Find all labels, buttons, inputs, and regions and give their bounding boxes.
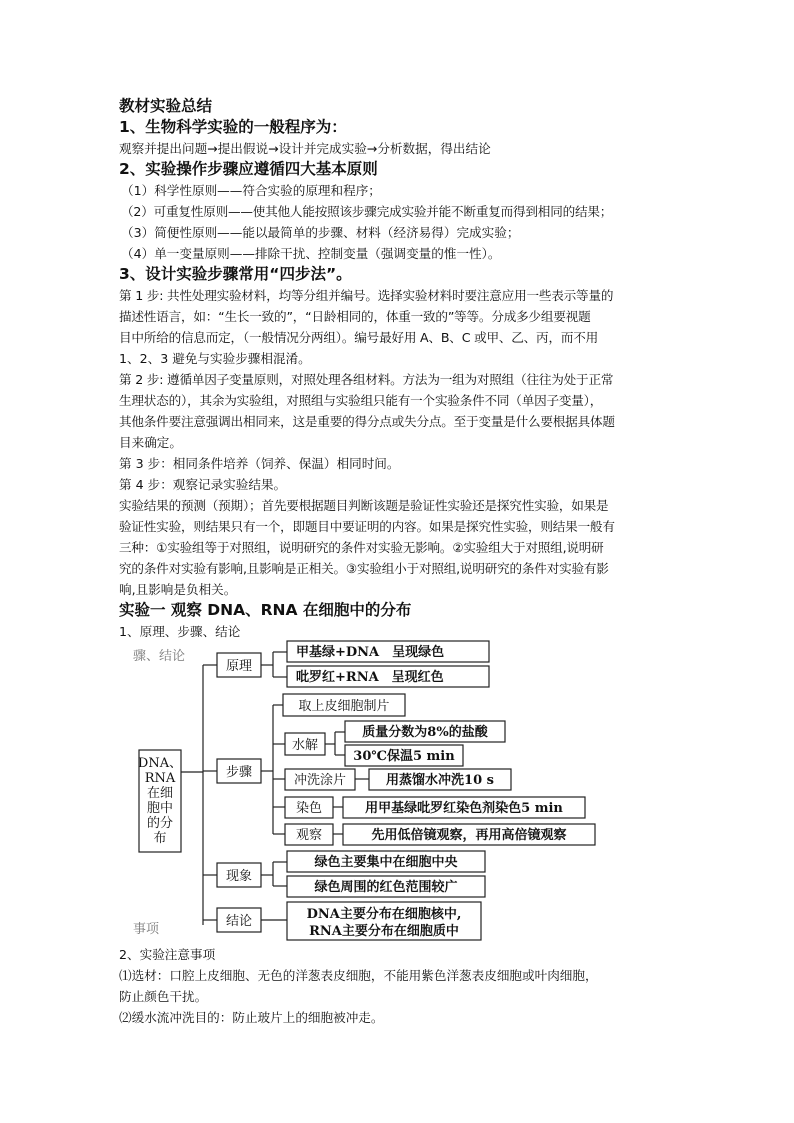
principle-item: （4）单一变量原则——排除干扰、控制变量（强调变量的惟一性）。 <box>121 246 501 261</box>
steps-label: 步骤 <box>225 765 253 780</box>
document-title: 教材实验总结 <box>119 97 213 115</box>
diagram-fragment-top: 骤、结论 <box>133 649 186 664</box>
step-1-line: 描述性语言，如：“生长一致的”，“日龄相同的，体重一致的”等等。分成多少组要视题 <box>119 309 591 324</box>
rinse-item-label: 用蒸馏水冲洗10 s <box>386 773 494 788</box>
conclusion-item-label: RNA主要分布在细胞质中 <box>309 924 459 939</box>
principle-item: （3）简便性原则——能以最简单的步骤、材料（经济易得）完成实验； <box>121 225 520 240</box>
stain-item-label: 用甲基绿吡罗红染色剂染色5 min <box>365 801 563 816</box>
diagram-svg <box>125 640 605 945</box>
principle-item-label: 吡罗红+RNA 呈现红色 <box>296 670 444 685</box>
notes-line: ⑴选材：口腔上皮细胞、无色的洋葱表皮细胞，不能用紫色洋葱表皮细胞或叶肉细胞， <box>119 968 598 983</box>
step-2-line: 第 2 步: 遵循单因子变量原则，对照处理各组材料。方法为一组为对照组（往往为处于正常 <box>119 372 614 387</box>
hydro-item-label: 30℃保温5 min <box>353 749 455 764</box>
diagram-fragment-bottom: 事项 <box>133 922 160 937</box>
section-3-heading: 3、设计实验步骤常用“四步法”。 <box>119 265 352 283</box>
prediction-line: 响,且影响是负相关。 <box>119 582 237 597</box>
principle-item-label: 甲基绿+DNA 呈现绿色 <box>296 645 445 660</box>
step-1-line: 第 1 步: 共性处理实验材料，均等分组并编号。选择实验材料时要注意应用一些表示等量的 <box>119 288 614 303</box>
section-2-heading: 2、实验操作步骤应遵循四大基本原则 <box>119 160 378 178</box>
conclusion-item-label: DNA主要分布在细胞核中, <box>306 907 462 922</box>
step-hydro-label: 水解 <box>291 738 319 753</box>
step-observe-label: 观察 <box>295 828 323 843</box>
conclusion-label: 结论 <box>225 914 253 929</box>
document-body <box>119 96 679 642</box>
root-line: 胞中 <box>146 801 174 816</box>
root-line: RNA <box>144 771 176 786</box>
experiment-1-diagram <box>125 640 605 945</box>
phenomenon-item-label: 绿色周围的红色范围较广 <box>314 880 458 895</box>
step-rinse-label: 冲洗涂片 <box>293 773 347 788</box>
prediction-line: 究的条件对实验有影响,且影响是正相关。③实验组小于对照组,说明研究的条件对实验有影 <box>119 561 609 576</box>
experiment-notes <box>119 944 679 1028</box>
root-line: DNA、 <box>137 756 183 771</box>
phenomenon-label: 现象 <box>225 869 253 884</box>
principle-item: （1）科学性原则——符合实验的原理和程序； <box>121 183 381 198</box>
step-1-line: 目中所给的信息而定，（一般情况分两组）。编号最好用 A、B、C 或甲、乙、丙，而不用 <box>119 330 599 345</box>
step-2-line: 生理状态的），其余为实验组，对照组与实验组只能有一个实验条件不同（单因子变量）， <box>119 393 603 408</box>
observe-item-label: 先用低倍镜观察，再用高倍镜观察 <box>371 828 567 843</box>
notes-line: ⑵缓水流冲洗目的：防止玻片上的细胞被冲走。 <box>119 1010 384 1025</box>
notes-line: 防止颜色干扰。 <box>119 989 208 1004</box>
diagram-boxes <box>139 641 595 940</box>
step-2-line: 目来确定。 <box>119 435 182 450</box>
prediction-line: 验证性实验，则结果只有一个，即题目中要证明的内容。如果是探究性实验，则结果一般有 <box>119 519 615 534</box>
step-stain-label: 染色 <box>295 801 323 816</box>
principle-item: （2）可重复性原则——使其他人能按照该步骤完成实验并能不断重复而得到相同的结果； <box>121 204 613 219</box>
hydro-item-label: 质量分数为8%的盐酸 <box>362 725 488 740</box>
prediction-line: 三种：①实验组等于对照组，说明研究的条件对实验无影响。②实验组大于对照组,说明研 <box>119 540 604 555</box>
root-line: 在细 <box>146 786 174 801</box>
step-1-line: 1、2、3 避免与实验步骤相混淆。 <box>119 351 311 366</box>
step-2-line: 其他条件要注意强调出相同来，这是重要的得分点或失分点。至于变量是什么要根据具体题 <box>119 414 615 429</box>
step-3-line: 第 3 步：相同条件培养（饲养、保温）相同时间。 <box>119 456 400 471</box>
step-take-label: 取上皮细胞制片 <box>298 699 390 714</box>
prediction-line: 实验结果的预测（预期）；首先要根据题目判断该题是验证性实验还是探究性实验，如果是 <box>119 498 609 513</box>
step-4-line: 第 4 步：观察记录实验结果。 <box>119 477 287 492</box>
section-1-text: 观察并提出问题→提出假说→设计并完成实验→分析数据，得出结论 <box>119 141 491 156</box>
notes-heading: 2、实验注意事项 <box>119 947 216 962</box>
root-line: 布 <box>153 831 167 846</box>
experiment-1-subheading: 1、原理、步骤、结论 <box>119 624 241 639</box>
phenomenon-item-label: 绿色主要集中在细胞中央 <box>314 855 458 870</box>
experiment-1-heading: 实验一 观察 DNA、RNA 在细胞中的分布 <box>119 601 412 619</box>
root-line: 的分 <box>146 816 174 831</box>
principle-label: 原理 <box>225 659 253 674</box>
section-1-heading: 1、生物科学实验的一般程序为： <box>119 118 347 136</box>
